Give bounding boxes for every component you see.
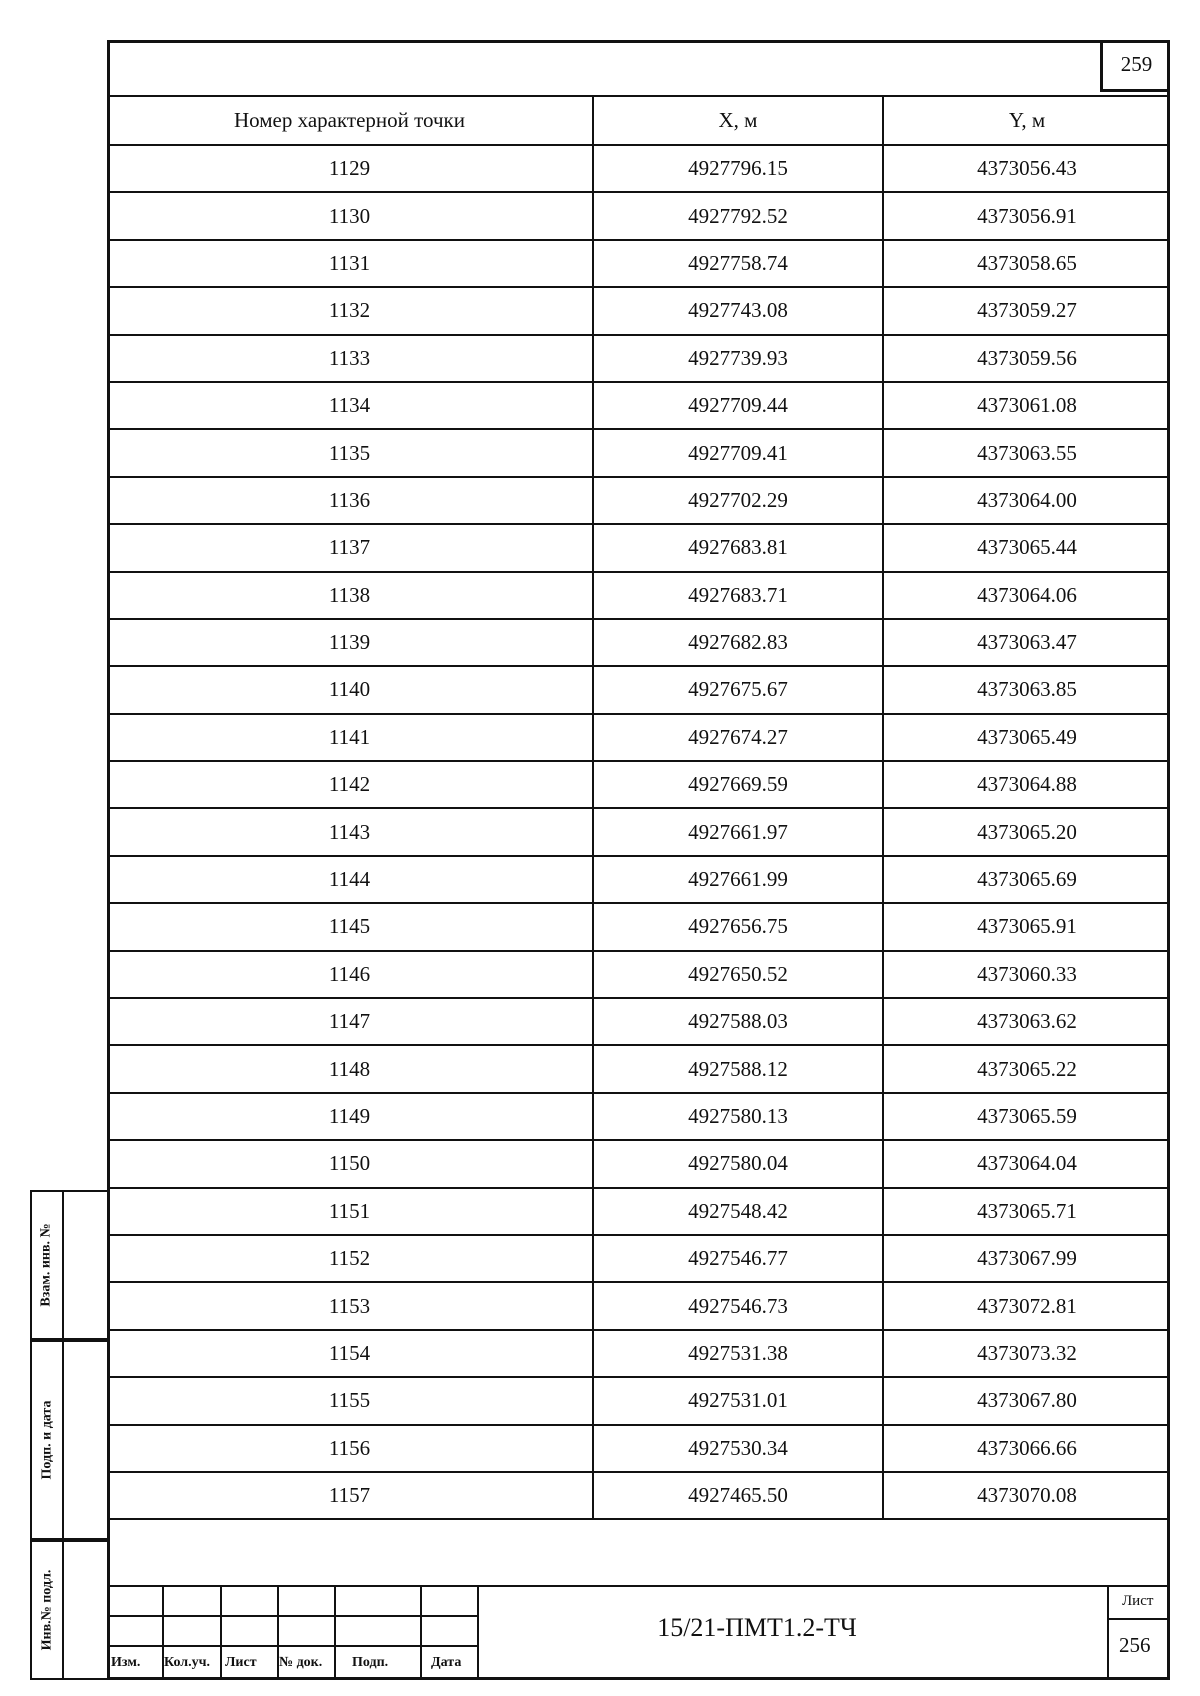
point-number-cell: 1156 [107,1425,593,1472]
page-number: 259 [1100,40,1170,92]
point-number-cell: 1131 [107,240,593,287]
y-cell: 4373064.88 [883,761,1170,808]
x-cell: 4927588.03 [593,998,883,1045]
sheet-label: Лист [1122,1593,1154,1609]
point-number-cell: 1141 [107,714,593,761]
table-row [107,998,1170,1045]
x-cell: 4927530.34 [593,1425,883,1472]
x-cell: 4927580.13 [593,1093,883,1140]
x-cell: 4927669.59 [593,761,883,808]
col-kol-uch: Кол.уч. [164,1655,211,1670]
point-number-cell: 1138 [107,572,593,619]
y-cell: 4373067.80 [883,1377,1170,1424]
point-number-cell: 1140 [107,666,593,713]
y-cell: 4373056.91 [883,192,1170,239]
y-cell: 4373064.04 [883,1140,1170,1187]
point-number-cell: 1154 [107,1330,593,1377]
point-number-cell: 1135 [107,429,593,476]
y-cell: 4373060.33 [883,951,1170,998]
point-number-cell: 1136 [107,477,593,524]
col-podp: Подп. [352,1655,389,1670]
table-row [107,1188,1170,1235]
x-cell: 4927661.99 [593,856,883,903]
x-cell: 4927531.01 [593,1377,883,1424]
x-cell: 4927580.04 [593,1140,883,1187]
table-row [107,1472,1170,1519]
x-cell: 4927709.41 [593,429,883,476]
x-cell: 4927702.29 [593,477,883,524]
y-cell: 4373059.27 [883,287,1170,334]
col-izm: Изм. [111,1655,141,1670]
table-row [107,382,1170,429]
point-number-cell: 1133 [107,335,593,382]
point-number-cell: 1147 [107,998,593,1045]
point-number-cell: 1130 [107,192,593,239]
header-x: X, м [593,96,883,145]
side-stamp-inv [30,1540,107,1680]
y-cell: 4373056.43 [883,145,1170,192]
table-row [107,666,1170,713]
table-row [107,1377,1170,1424]
table-row [107,1282,1170,1329]
side-label-podp: Подп. и дата [39,1400,54,1480]
table-row [107,429,1170,476]
point-number-cell: 1142 [107,761,593,808]
side-label-vzam: Взам. инв. № [39,1223,55,1307]
side-stamp-vzam [30,1190,107,1340]
x-cell: 4927743.08 [593,287,883,334]
table-row [107,524,1170,571]
point-number-cell: 1145 [107,903,593,950]
y-cell: 4373063.85 [883,666,1170,713]
point-number-cell: 1148 [107,1045,593,1092]
table-row [107,761,1170,808]
x-cell: 4927546.77 [593,1235,883,1282]
y-cell: 4373063.55 [883,429,1170,476]
point-number-cell: 1132 [107,287,593,334]
y-cell: 4373065.69 [883,856,1170,903]
col-doc-no: № док. [279,1655,323,1670]
point-number-cell: 1146 [107,951,593,998]
x-cell: 4927588.12 [593,1045,883,1092]
x-cell: 4927650.52 [593,951,883,998]
table-row [107,477,1170,524]
point-number-cell: 1150 [107,1140,593,1187]
y-cell: 4373058.65 [883,240,1170,287]
header-point-number: Номер характерной точки [107,96,593,145]
point-number-cell: 1157 [107,1472,593,1519]
table-row [107,856,1170,903]
x-cell: 4927758.74 [593,240,883,287]
y-cell: 4373065.22 [883,1045,1170,1092]
y-cell: 4373066.66 [883,1425,1170,1472]
x-cell: 4927465.50 [593,1472,883,1519]
y-cell: 4373064.00 [883,477,1170,524]
col-data: Дата [431,1655,462,1670]
table-row [107,145,1170,192]
table-row [107,903,1170,950]
y-cell: 4373073.32 [883,1330,1170,1377]
y-cell: 4373063.47 [883,619,1170,666]
side-stamp-podp [30,1340,107,1540]
y-cell: 4373065.49 [883,714,1170,761]
x-cell: 4927683.81 [593,524,883,571]
x-cell: 4927739.93 [593,335,883,382]
header-y: Y, м [883,96,1170,145]
y-cell: 4373072.81 [883,1282,1170,1329]
table-row [107,808,1170,855]
x-cell: 4927796.15 [593,145,883,192]
table-row [107,1093,1170,1140]
y-cell: 4373070.08 [883,1472,1170,1519]
point-number-cell: 1153 [107,1282,593,1329]
y-cell: 4373065.91 [883,903,1170,950]
point-number-cell: 1139 [107,619,593,666]
x-cell: 4927531.38 [593,1330,883,1377]
table-row [107,714,1170,761]
table-row [107,1045,1170,1092]
x-cell: 4927683.71 [593,572,883,619]
point-number-cell: 1151 [107,1188,593,1235]
y-cell: 4373064.06 [883,572,1170,619]
point-number-cell: 1137 [107,524,593,571]
y-cell: 4373067.99 [883,1235,1170,1282]
point-number-cell: 1134 [107,382,593,429]
col-list: Лист [225,1655,257,1670]
y-cell: 4373061.08 [883,382,1170,429]
point-number-cell: 1155 [107,1377,593,1424]
x-cell: 4927792.52 [593,192,883,239]
table-row [107,335,1170,382]
x-cell: 4927548.42 [593,1188,883,1235]
table-row [107,1330,1170,1377]
point-number-cell: 1149 [107,1093,593,1140]
x-cell: 4927674.27 [593,714,883,761]
table-row [107,287,1170,334]
table-row [107,1235,1170,1282]
table-row [107,1140,1170,1187]
title-block [107,1585,1170,1680]
point-number-cell: 1144 [107,856,593,903]
point-number-cell: 1152 [107,1235,593,1282]
point-number-cell: 1129 [107,145,593,192]
table-row [107,1425,1170,1472]
y-cell: 4373059.56 [883,335,1170,382]
x-cell: 4927682.83 [593,619,883,666]
x-cell: 4927675.67 [593,666,883,713]
table-row [107,619,1170,666]
table-row [107,192,1170,239]
x-cell: 4927656.75 [593,903,883,950]
x-cell: 4927709.44 [593,382,883,429]
x-cell: 4927661.97 [593,808,883,855]
side-label-inv: Инв.№ подл. [39,1569,54,1651]
table-header-row [107,96,1170,145]
table-row [107,951,1170,998]
coordinates-table [107,95,1170,1520]
y-cell: 4373065.20 [883,808,1170,855]
document-code: 15/21-ПМТ1.2-ТЧ [657,1613,857,1642]
y-cell: 4373063.62 [883,998,1170,1045]
sheet-value: 256 [1119,1633,1151,1657]
table-row [107,240,1170,287]
y-cell: 4373065.71 [883,1188,1170,1235]
x-cell: 4927546.73 [593,1282,883,1329]
table-row [107,572,1170,619]
y-cell: 4373065.59 [883,1093,1170,1140]
y-cell: 4373065.44 [883,524,1170,571]
point-number-cell: 1143 [107,808,593,855]
